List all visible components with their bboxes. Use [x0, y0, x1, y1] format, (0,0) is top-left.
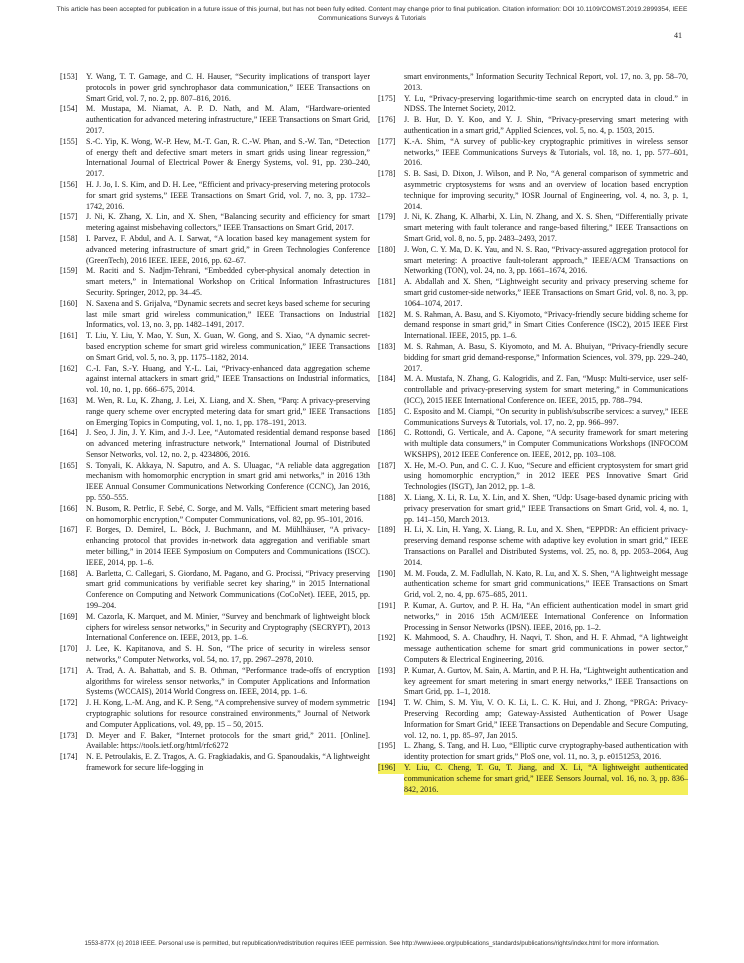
reference-text: F. Borges, D. Demirel, L. Böck, J. Buchmann, and M. Mühlhäuser, “A privacy-enhancing protocol that provides in-network data aggregation and verifiable smart meter billing,” in 2014 IEEE Symposium on Computers and Communications (ISCC). IEEE, 2014, pp. 1–6.	[86, 525, 370, 567]
reference-number: [173]	[60, 730, 78, 740]
reference-entry	[60, 666, 370, 698]
reference-text: M. Cazorla, K. Marquet, and M. Minier, “Survey and benchmark of lightweight block ciphers for wireless sensor networks,” in Security and Cryptography (SECRYPT), 2013 International Conference on. IEEE, 2013, pp. 1–6.	[86, 611, 370, 643]
reference-text: J. Ni, K. Zhang, X. Lin, and X. Shen, “Balancing security and efficiency for smart metering against misbehaving collectors,” IEEE Transactions on Smart Grid, 2017.	[86, 212, 370, 233]
reference-number: [165]	[60, 460, 78, 470]
reference-number: [189]	[378, 525, 396, 535]
reference-text: M. Raciti and S. Nadjm-Tehrani, “Embedded cyber-physical anomaly detection in smart meters,” in International Workshop on Critical Information Infrastructures Security. Springer, 2012, pp. 34–45.	[86, 266, 370, 297]
reference-text: S.-C. Yip, K. Wong, W.-P. Hew, M.-T. Gan, R. C.-W. Phan, and S.-W. Tan, “Detection of energy theft and defective smart meters in smart grids using linear regression,” International Journal of Electrical Power & Energy Systems, vol. 91, pp. 230–240, 2017.	[86, 136, 370, 179]
reference-entry	[378, 763, 688, 795]
reference-entry	[60, 461, 370, 504]
reference-number: [164]	[60, 428, 78, 438]
reference-text: K. Mahmood, S. A. Chaudhry, H. Naqvi, T. Shon, and H. F. Ahmad, “A lightweight message authentication scheme for smart grid communications in power sector,” Computers & Electrical Engineering, 2016.	[404, 633, 688, 665]
reference-number: [196]	[378, 763, 404, 774]
reference-number: [161]	[60, 331, 78, 341]
reference-text: C. Esposito and M. Ciampi, “On security in publish/subscribe services: a survey,” IEEE Communications Surveys & Tutorials, vol. 17, no. 2, pp. 966–997.	[404, 406, 688, 427]
reference-number: [180]	[378, 244, 396, 254]
reference-entry	[378, 245, 688, 277]
reference-text: T. Liu, Y. Liu, Y. Mao, Y. Sun, X. Guan, W. Gong, and S. Xiao, “A dynamic secret-based encryption scheme for smart grid wireless communication,” IEEE Transactions on Smart Grid, vol. 5, no. 3, pp. 1175–1182, 2014.	[86, 331, 370, 362]
reference-text: Y. Liu, C. Cheng, T. Gu, T. Jiang, and X. Li, “A lightweight authenticated communication scheme for smart grid,” IEEE Sensors Journal, vol. 16, no. 3, pp. 836–842, 2016.	[404, 763, 688, 794]
banner-line-1: This article has been accepted for publication in a future issue of this journal, but has not been fully edited. Content may change prior to final publication. Citation information: DOI 10.1109/COMST.2019.2899354, IEEE	[56, 6, 688, 13]
reference-number: [191]	[378, 601, 396, 611]
reference-number: [176]	[378, 115, 396, 125]
reference-text: N. E. Petroulakis, E. Z. Tragos, A. G. Fragkiadakis, and G. Spanoudakis, “A lightweight framework for secure life-logging in	[86, 752, 370, 772]
reference-text: C. Rottondi, G. Verticale, and A. Capone, “A security framework for smart metering with multiple data consumers,” in Computer Communications Workshops (INFOCOM WKSHPS), 2012 IEEE Conference on. IEEE, 2012, pp. 103–108.	[404, 428, 688, 459]
reference-number: [192]	[378, 633, 396, 643]
reference-text: A. Trad, A. A. Bahattab, and S. B. Othman, “Performance trade-offs of encryption algorithms for wireless sensor networks,” in Computer Applications and Information Systems (WCCAIS), 2014 World Congress on. IEEE, 2014, pp. 1–6.	[86, 665, 370, 697]
reference-entry	[60, 364, 370, 396]
reference-number: [167]	[60, 525, 78, 535]
reference-text: S. B. Sasi, D. Dixon, J. Wilson, and P. No, “A general comparison of symmetric and asymmetric cryptosystems for wsns and an overview of location based encryption technique for improving security,” IOSR Journal of Engineering, vol. 4, no. 3, p. 1, 2014.	[404, 169, 688, 211]
reference-number: [159]	[60, 266, 78, 276]
reference-number: [178]	[378, 169, 396, 179]
reference-text: S. Tonyali, K. Akkaya, N. Saputro, and A. S. Uluagac, “A reliable data aggregation mechanism with homomorphic encryption in smart grid ami networks,” in 2016 13th IEEE Annual Consumer Communications Networking Conference (CCNC), Jan 2016, pp. 550–555.	[86, 460, 370, 503]
reference-text: N. Saxena and S. Grijalva, “Dynamic secrets and secret keys based scheme for securing last mile smart grid wireless communication,” IEEE Transactions on Industrial Informatics, vol. 13, no. 3, pp. 1482–1491, 2017.	[86, 298, 370, 330]
reference-number: [190]	[378, 568, 396, 578]
reference-number: [194]	[378, 698, 396, 708]
reference-entry	[60, 137, 370, 180]
reference-text: C.-I. Fan, S.-Y. Huang, and Y.-L. Lai, “Privacy-enhanced data aggregation scheme against internal attackers in smart grid,” IEEE Transactions on Industrial informatics, vol. 10, no. 1, pp. 666–675, 2014.	[86, 363, 370, 395]
reference-entry	[60, 428, 370, 460]
reference-entry	[60, 104, 370, 136]
reference-text: H. Li, X. Lin, H. Yang, X. Liang, R. Lu, and X. Shen, “EPPDR: An efficient privacy-preserving demand response scheme with adaptive key evolution in smart grid,” IEEE Transactions on Parallel and Distributed Systems, vol. 25, no. 8, pp. 2053–2064, Aug 2014.	[404, 525, 688, 567]
reference-text: H. J. Jo, I. S. Kim, and D. H. Lee, “Efficient and privacy-preserving metering protocols for smart grid systems,” IEEE Transactions on Smart Grid, vol. 7, no. 3, pp. 1732–1742, 2016.	[86, 179, 370, 211]
reference-entry	[378, 137, 688, 169]
reference-entry	[378, 115, 688, 137]
reference-entry	[60, 569, 370, 612]
journal-banner	[30, 5, 714, 23]
reference-entry	[378, 601, 688, 633]
reference-text: I. Parvez, F. Abdul, and A. I. Sarwat, “A location based key management system for advanced metering infrastructure of smart grid,” in Green Technologies Conference (GreenTech), 2016 IEEE. IEEE, 2016, pp. 62–67.	[86, 233, 370, 265]
reference-number: [188]	[378, 493, 396, 503]
reference-text: P. Kumar, A. Gurtov, M. Sain, A. Martin, and P. H. Ha, “Lightweight authentication and key agreement for smart metering in smart energy networks,” IEEE Transactions on Smart Grid, pp. 1–1, 2018.	[404, 665, 688, 697]
reference-number: [186]	[378, 428, 396, 438]
reference-text: K.-A. Shim, “A survey of public-key cryptographic primitives in wireless sensor networks,” IEEE Communications Surveys & Tutorials, vol. 18, no. 1, pp. 577–601, 2016.	[404, 136, 688, 168]
reference-text: X. He, M.-O. Pun, and C. C. J. Kuo, “Secure and efficient cryptosystem for smart grid using homomorphic encryption,” in 2012 IEEE PES Innovative Smart Grid Technologies (ISGT), Jan 2012, pp. 1–8.	[404, 460, 688, 492]
reference-number: [187]	[378, 460, 396, 470]
reference-column-left	[60, 72, 370, 774]
reference-number: [177]	[378, 136, 396, 146]
reference-text: J. Seo, J. Jin, J. Y. Kim, and J.-J. Lee, “Automated residential demand response based on advanced metering infrastructure network,” International Journal of Distributed Sensor Networks, vol. 12, no. 2, p. 4234806, 2016.	[86, 428, 370, 459]
reference-number: [162]	[60, 363, 78, 373]
reference-entry	[60, 234, 370, 266]
banner-line-2: Communications Surveys & Tutorials	[318, 15, 426, 22]
reference-column-right	[378, 72, 688, 795]
reference-entry	[378, 374, 688, 406]
reference-number: [195]	[378, 741, 396, 751]
reference-text: P. Kumar, A. Gurtov, and P. H. Ha, “An efficient authentication model in smart grid networks,” in 2016 15th ACM/IEEE International Conference on Information Processing in Sensor Networks (IPSN). IEEE, 2016, pp. 1–2.	[404, 601, 688, 632]
reference-entry	[60, 212, 370, 234]
reference-number: [184]	[378, 374, 396, 384]
reference-text: M. S. Rahman, A. Basu, and S. Kiyomoto, “Privacy-friendly secure bidding scheme for demand response in smart grid,” in Smart Cities Conference (ISC2), 2015 IEEE First International. IEEE, 2015, pp. 1–6.	[404, 309, 688, 341]
reference-text: J. Won, C. Y. Ma, D. K. Yau, and N. S. Rao, “Privacy-assured aggregation protocol for smart metering: A proactive fault-tolerant approach,” IEEE/ACM Transactions on Networking (TON), vol. 24, no. 3, pp. 1661–1674, 2016.	[404, 244, 688, 276]
reference-text: J. Lee, K. Kapitanova, and S. H. Son, “The price of security in wireless sensor networks,” Computer Networks, vol. 54, no. 17, pp. 2967–2978, 2010.	[86, 644, 370, 665]
reference-text: smart environments,” Information Security Technical Report, vol. 17, no. 3, pp. 58–70, 2013.	[404, 72, 688, 92]
reference-number: [183]	[378, 341, 396, 351]
reference-number: [160]	[60, 298, 78, 308]
reference-number: [169]	[60, 611, 78, 621]
reference-entry	[378, 741, 688, 763]
reference-text: Y. Lu, “Privacy-preserving logarithmic-time search on encrypted data in cloud.” in NDSS. The Internet Society, 2012.	[404, 93, 688, 114]
reference-entry	[378, 493, 688, 525]
reference-entry	[60, 504, 370, 526]
reference-number: [153]	[60, 72, 78, 81]
reference-entry	[60, 698, 370, 730]
reference-text: J. H. Kong, L.-M. Ang, and K. P. Seng, “A comprehensive survey of modern symmetric cryptographic solutions for resource constrained environments,” Journal of Network and Computer Applications, vol. 49, pp. 15 – 50, 2015.	[86, 698, 370, 729]
reference-entry	[378, 342, 688, 374]
reference-number: [158]	[60, 233, 78, 243]
reference-entry	[60, 644, 370, 666]
reference-text: M. Wen, R. Lu, K. Zhang, J. Lei, X. Liang, and X. Shen, “Parq: A privacy-preserving range query scheme over encrypted metering data for smart grid,” IEEE Transactions on Emerging Topics in Computing, vol. 1, no. 1, pp. 178–191, 2013.	[86, 395, 370, 427]
reference-entry	[60, 180, 370, 212]
reference-number: [155]	[60, 136, 78, 146]
reference-number: [168]	[60, 568, 78, 578]
reference-entry	[60, 299, 370, 331]
reference-number: [185]	[378, 406, 396, 416]
reference-text: T. W. Chim, S. M. Yiu, V. O. K. Li, L. C. K. Hui, and J. Zhong, “PRGA: Privacy-Preserving Recording amp; Gateway-Assisted Authentication of Power Usage Information for Smart Grid,” IEEE Transactions on Dependable and Secure Computing, vol. 12, no. 1, pp. 85–97, Jan 2015.	[404, 698, 688, 740]
reference-number: [174]	[60, 752, 78, 762]
reference-number: [175]	[378, 93, 396, 103]
reference-text: J. Ni, K. Zhang, K. Alharbi, X. Lin, N. Zhang, and X. S. Shen, “Differentially private smart metering with fault tolerance and range-based filtering,” IEEE Transactions on Smart Grid, vol. 8, no. 5, pp. 2483–2493, 2017.	[404, 212, 688, 243]
reference-entry	[60, 396, 370, 428]
reference-number: [181]	[378, 277, 396, 287]
reference-entry	[378, 633, 688, 665]
reference-number: [154]	[60, 104, 78, 114]
reference-text: X. Liang, X. Li, R. Lu, X. Lin, and X. Shen, “Udp: Usage-based dynamic pricing with privacy preservation for smart grid,” IEEE Transactions on Smart Grid, vol. 4, no. 1, pp. 141–150, March 2013.	[404, 493, 688, 524]
reference-entry	[378, 666, 688, 698]
reference-entry	[378, 212, 688, 244]
reference-entry	[378, 310, 688, 342]
reference-number: [157]	[60, 212, 78, 222]
reference-entry	[378, 698, 688, 741]
reference-text: A. Abdallah and X. Shen, “Lightweight security and privacy preserving scheme for smart grid customer-side networks,” IEEE Transactions on Smart Grid, vol. 8, no. 3, pp. 1064–1074, 2017.	[404, 277, 688, 308]
reference-text: M. S. Rahman, A. Basu, S. Kiyomoto, and M. A. Bhuiyan, “Privacy-friendly secure bidding for smart grid demand-response,” Information Sciences, vol. 379, pp. 229–240, 2017.	[404, 341, 688, 373]
reference-number: [170]	[60, 644, 78, 654]
reference-entry	[378, 569, 688, 601]
reference-entry	[378, 169, 688, 212]
reference-text: M. Mustapa, M. Niamat, A. P. D. Nath, and M. Alam, “Hardware-oriented authentication for advanced metering infrastructure,” IEEE Transactions on Smart Grid, 2017.	[86, 104, 370, 135]
reference-entry	[378, 94, 688, 116]
reference-entry	[378, 72, 688, 94]
reference-number: [182]	[378, 309, 396, 319]
reference-number: [193]	[378, 665, 396, 675]
reference-number: [179]	[378, 212, 396, 222]
reference-entry	[60, 266, 370, 298]
reference-number: [166]	[60, 503, 78, 513]
reference-text: J. B. Hur, D. Y. Koo, and Y. J. Shin, “Privacy-preserving smart metering with authentication in a smart grid,” Applied Sciences, vol. 5, no. 4, p. 1503, 2015.	[404, 115, 688, 135]
reference-text: M. A. Mustafa, N. Zhang, G. Kalogridis, and Z. Fan, “Musp: Multi-service, user self-controllable and privacy-preserving system for smart metering,” in Communications (ICC), 2015 IEEE International Conference on. IEEE, 2015, pp. 788–794.	[404, 374, 688, 405]
reference-entry	[60, 752, 370, 774]
reference-text: D. Meyer and F. Baker, “Internet protocols for the smart grid,” 2011. [Online]. Available: https://tools.ietf.org/html/rfc6272	[86, 730, 370, 751]
reference-entry	[60, 731, 370, 753]
reference-text: A. Barletta, C. Callegari, S. Giordano, M. Pagano, and G. Procissi, “Privacy preserving smart grid communications by verifiable secret key sharing,” in 2015 International Conference on Computing and Network Communications (CoCoNet). IEEE, 2015, pp. 199–204.	[86, 568, 370, 611]
reference-entry	[60, 331, 370, 363]
reference-entry	[378, 461, 688, 493]
reference-text: L. Zhang, S. Tang, and H. Luo, “Elliptic curve cryptography-based authentication with identity protection for smart grids,” PloS one, vol. 11, no. 3, p. e0151253, 2016.	[404, 741, 688, 762]
reference-entry	[378, 428, 688, 460]
reference-entry	[378, 277, 688, 309]
reference-entry	[60, 612, 370, 644]
copyright-footer: 1553-877X (c) 2018 IEEE. Personal use is permitted, but republication/redistribution requires IEEE permission. See http://www.ieee.org/publications_standards/publications/rights/index.html for more information.	[84, 940, 660, 947]
reference-text: N. Busom, R. Petrlic, F. Sebé, C. Sorge, and M. Valls, “Efficient smart metering based on homomorphic encryption,” Computer Communications, vol. 82, pp. 95–101, 2016.	[86, 503, 370, 524]
reference-number: [163]	[60, 395, 78, 405]
reference-text: M. M. Fouda, Z. M. Fadlullah, N. Kato, R. Lu, and X. S. Shen, “A lightweight message authentication scheme for smart grid communications,” IEEE Transactions on Smart Grid, vol. 2, no. 4, pp. 675–685, 2011.	[404, 568, 688, 600]
reference-number: [171]	[60, 665, 78, 675]
reference-number: [156]	[60, 179, 78, 189]
reference-entry	[378, 407, 688, 429]
reference-entry	[60, 72, 370, 104]
reference-text: Y. Wang, T. T. Gamage, and C. H. Hauser, “Security implications of transport layer protocols in power grid synchrophasor data communication,” IEEE Transactions on Smart Grid, vol. 7, no. 2, pp. 807–816, 2016.	[86, 72, 370, 103]
reference-entry	[60, 525, 370, 568]
reference-entry	[378, 525, 688, 568]
reference-number: [172]	[60, 698, 78, 708]
page-number: 41	[674, 31, 682, 40]
